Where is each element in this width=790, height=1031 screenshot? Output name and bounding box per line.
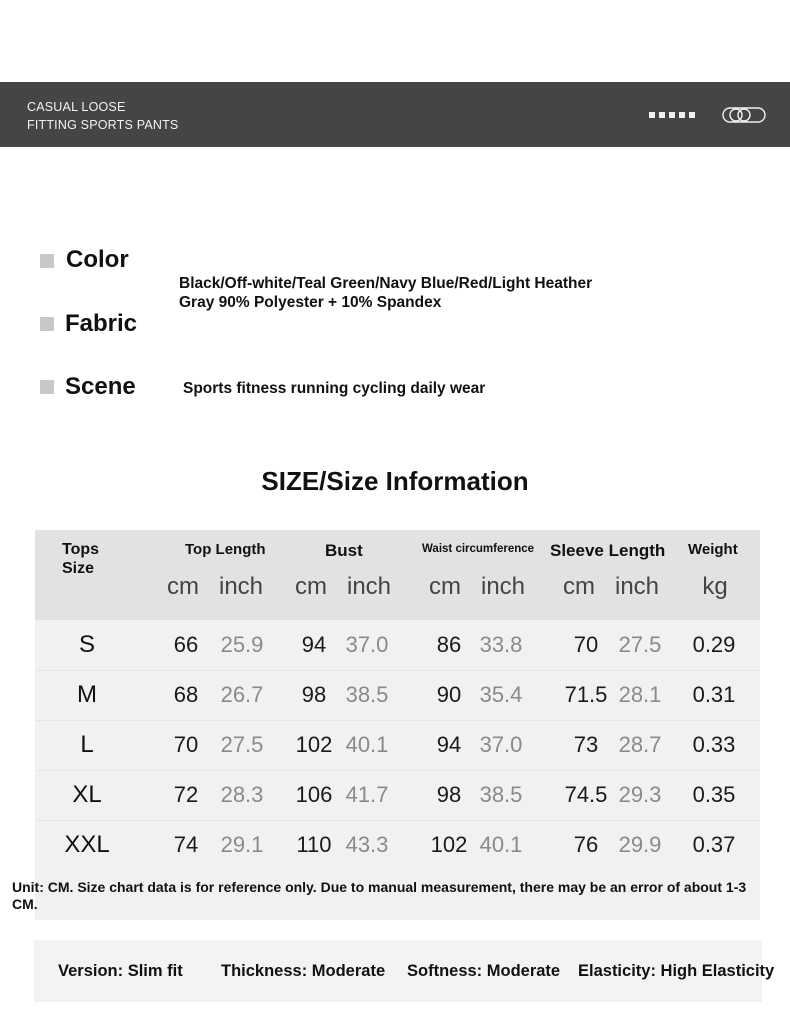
size-cell: L (80, 731, 94, 758)
cm-value-cell: 70 (173, 732, 199, 757)
weight-value-cell: 0.29 (692, 632, 736, 657)
attr-label-color: Color (66, 246, 129, 273)
product-title-line2: FITTING SPORTS PANTS (27, 118, 179, 132)
rings-icon (722, 107, 766, 123)
size-cell: M (77, 681, 97, 708)
weight-value-cell: 0.31 (692, 682, 736, 707)
row-divider (35, 670, 760, 671)
cm-value-cell: 66 (173, 632, 199, 657)
unit-cm: cm (563, 573, 595, 600)
cm-value-cell: 90 (436, 682, 462, 707)
inch-value-cell: 28.1 (618, 682, 662, 707)
unit-inch: inch (346, 573, 392, 600)
cm-value-cell: 102 (430, 832, 468, 857)
header-weight: Weight (688, 541, 738, 558)
inch-value-cell: 33.8 (479, 632, 523, 657)
inch-value-cell: 40.1 (479, 832, 523, 857)
inch-value-cell: 27.5 (220, 732, 264, 757)
square-bullet-icon (40, 317, 54, 331)
size-table-header (35, 530, 760, 620)
unit-inch: inch (218, 573, 264, 600)
cm-value-cell: 76 (573, 832, 599, 857)
inch-value-cell: 25.9 (220, 632, 264, 657)
attr-label-scene: Scene (65, 373, 136, 400)
inch-value-cell: 40.1 (345, 732, 389, 757)
header-bust: Bust (325, 541, 363, 560)
cm-value-cell: 68 (173, 682, 199, 707)
size-cell: S (78, 631, 95, 658)
dots-icon (649, 112, 695, 118)
header-bar (0, 82, 790, 147)
measurement-note-line1: Unit: CM. Size chart data is for reference only. Due to manual measurement, there may be an error of about 1-3 (12, 879, 747, 895)
cm-value-cell: 86 (436, 632, 462, 657)
measurement-note-line2: CM. (12, 896, 38, 912)
cm-value-cell: 110 (296, 832, 332, 857)
header-top-length: Top Length (185, 541, 266, 558)
inch-value-cell: 28.3 (220, 782, 264, 807)
inch-value-cell: 43.3 (345, 832, 389, 857)
attr-value-scene: Sports fitness running cycling daily wear (183, 380, 486, 397)
square-bullet-icon (40, 254, 54, 268)
size-cell: XL (72, 781, 102, 808)
inch-value-cell: 26.7 (220, 682, 264, 707)
cm-value-cell: 102 (295, 732, 333, 757)
size-section-title: SIZE/Size Information (261, 466, 529, 496)
product-properties (34, 940, 775, 1002)
unit-cm: cm (167, 573, 199, 600)
size-cell: XXL (64, 831, 110, 858)
row-divider (35, 720, 760, 721)
header-sleeve-length: Sleeve Length (550, 541, 666, 560)
property-elasticity: Elasticity: High Elasticity (578, 962, 775, 980)
cm-value-cell: 71.5 (564, 682, 608, 707)
measurement-note (12, 879, 772, 913)
unit-cm: cm (429, 573, 461, 600)
attr-value-color-line1: Black/Off-white/Teal Green/Navy Blue/Red/Light Heather (179, 275, 593, 292)
unit-inch: inch (480, 573, 526, 600)
unit-kg: kg (702, 573, 728, 600)
corner-header-line1: Tops (62, 541, 100, 558)
property-version: Version: Slim fit (58, 962, 183, 980)
weight-value-cell: 0.37 (692, 832, 736, 857)
inch-value-cell: 29.9 (618, 832, 662, 857)
inch-value-cell: 27.5 (618, 632, 662, 657)
inch-value-cell: 35.4 (479, 682, 523, 707)
attr-value-color (179, 274, 592, 312)
product-title (27, 98, 178, 134)
table-row (35, 620, 760, 670)
corner-header-line2: Size (62, 560, 95, 577)
weight-value-cell: 0.33 (692, 732, 736, 757)
inch-value-cell: 38.5 (479, 782, 523, 807)
inch-value-cell: 37.0 (345, 632, 389, 657)
cm-value-cell: 94 (301, 632, 327, 657)
cm-value-cell: 74.5 (564, 782, 608, 807)
cm-value-cell: 106 (295, 782, 333, 807)
product-title-line1: CASUAL LOOSE (27, 100, 126, 114)
property-thickness: Thickness: Moderate (221, 962, 386, 980)
cm-value-cell: 98 (436, 782, 462, 807)
table-row (35, 820, 760, 870)
table-row (35, 720, 760, 770)
cm-value-cell: 74 (173, 832, 199, 857)
property-softness: Softness: Moderate (407, 962, 561, 980)
cm-value-cell: 72 (173, 782, 199, 807)
inch-value-cell: 28.7 (618, 732, 662, 757)
attr-label-fabric: Fabric (65, 310, 138, 337)
header-waist: Waist circumference (422, 543, 535, 555)
inch-value-cell: 37.0 (479, 732, 523, 757)
corner-header (62, 540, 99, 578)
cm-value-cell: 98 (301, 682, 327, 707)
weight-value-cell: 0.35 (692, 782, 736, 807)
table-row (35, 770, 760, 820)
inch-value-cell: 38.5 (345, 682, 389, 707)
unit-inch: inch (614, 573, 660, 600)
size-table (35, 530, 760, 920)
table-row (35, 670, 760, 720)
square-bullet-icon (40, 380, 54, 394)
row-divider (35, 770, 760, 771)
attr-value-color-line2: Gray 90% Polyester + 10% Spandex (179, 294, 442, 311)
inch-value-cell: 29.3 (618, 782, 662, 807)
cm-value-cell: 70 (573, 632, 599, 657)
unit-cm: cm (295, 573, 327, 600)
inch-value-cell: 41.7 (345, 782, 389, 807)
cm-value-cell: 73 (573, 732, 599, 757)
row-divider (35, 820, 760, 821)
cm-value-cell: 94 (436, 732, 462, 757)
inch-value-cell: 29.1 (220, 832, 264, 857)
